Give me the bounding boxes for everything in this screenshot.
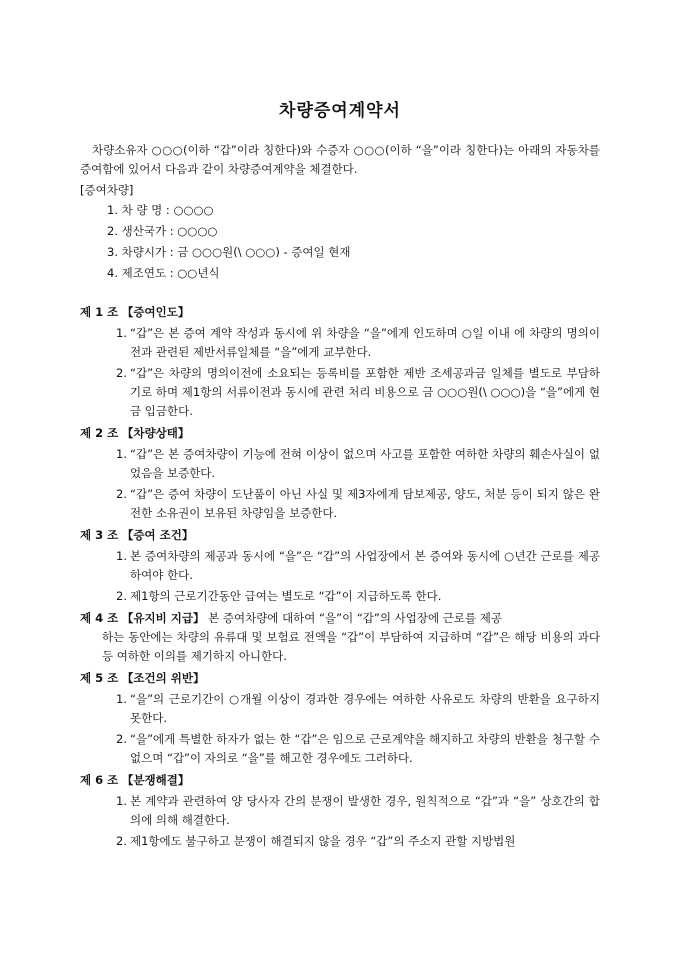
article-6-title: 【분쟁해결】 <box>121 773 190 787</box>
item-text: “갑”은 본 증여차량이 기능에 전혀 이상이 없으며 사고를 포함한 여하한 차량의 훼손사실이 없었음을 보증한다. <box>130 447 600 480</box>
article-3-title: 【증여 조건】 <box>121 528 194 542</box>
item-text: “을”에게 특별한 하자가 없는 한 “갑”은 임으로 근로계약을 해지하고 차량의 반환을 청구할 수 없으며 “갑”이 자의로 “을”를 해고한 경우에도 그러하다. <box>130 732 600 765</box>
article-3-item-1 <box>80 547 600 585</box>
item-number: 2. <box>116 834 127 848</box>
item-number: 1. <box>116 326 127 340</box>
article-4 <box>80 609 600 666</box>
article-4-body-rest: 하는 동안에는 차량의 유류대 및 보험료 전액을 “갑”이 부담하여 지급하며 “갑”은 해당 비용의 과다 등 여하한 이의를 제기하지 아니한다. <box>102 630 600 663</box>
vehicle-section-label: [증여차량] <box>80 183 134 197</box>
article-1-number: 제 1 조 <box>80 305 119 319</box>
item-text: “갑”은 본 증여 계약 작성과 동시에 위 차량을 “을”에게 인도하며 ○일 이내 에 차량의 명의이전과 관련된 제반서류일체를 “을”에게 교부한다. <box>130 326 600 359</box>
article-1-title: 【증여인도】 <box>121 305 190 319</box>
item-number: 1. <box>116 692 127 706</box>
item-number: 1. <box>116 549 127 563</box>
article-1-item-1 <box>80 324 600 362</box>
item-number: 2. <box>116 366 127 380</box>
article-2-item-2 <box>80 485 600 523</box>
item-number: 2. <box>116 589 127 603</box>
articles <box>80 300 600 851</box>
article-6-item-1 <box>80 792 600 830</box>
intro-paragraph: 차량소유자 ○○○(이하 “갑”이라 칭한다)와 수증자 ○○○(이하 “을”이라 칭한다)는 아래의 자동차를 증여함에 있어서 다음과 같이 차량증여계약을 체결한다. <box>80 143 600 176</box>
article-5-title: 【조건의 위반】 <box>121 671 205 685</box>
item-text: “을”의 근로기간이 ○개월 이상이 경과한 경우에는 여하한 사유로도 차량의 반환을 요구하지 못한다. <box>130 692 600 725</box>
item-text: 제1항의 근로기간동안 급여는 별도로 “갑”이 지급하도록 한다. <box>130 589 442 603</box>
article-1-item-2 <box>80 364 600 421</box>
vehicle-item-price: 3. 차량시가 : 금 ○○○원(\ ○○○) - 증여일 현재 <box>107 245 351 259</box>
article-3-heading <box>80 526 600 545</box>
article-5-item-2 <box>80 730 600 768</box>
article-1-heading <box>80 303 600 322</box>
article-2-heading <box>80 424 600 443</box>
item-number: 1. <box>116 794 127 808</box>
article-5-item-1 <box>80 690 600 728</box>
article-5-number: 제 5 조 <box>80 671 119 685</box>
article-4-title: 【유지비 지급】 <box>121 611 205 625</box>
article-6-item-2 <box>80 832 600 851</box>
item-text: “갑”은 증여 차량이 도난품이 아닌 사실 및 제3자에게 담보제공, 양도, 처분 등이 되지 않은 완전한 소유권이 보유된 차량임을 보증한다. <box>130 487 600 520</box>
item-number: 2. <box>116 487 127 501</box>
article-4-number: 제 4 조 <box>80 611 119 625</box>
item-text: 제1항에도 불구하고 분쟁이 해결되지 않을 경우 “갑”의 주소지 관할 지방법원 <box>130 834 516 848</box>
article-3-item-2 <box>80 587 600 606</box>
article-2-title: 【차량상태】 <box>121 426 190 440</box>
vehicle-item-country: 2. 생산국가 : ○○○○ <box>107 224 218 238</box>
article-2-number: 제 2 조 <box>80 426 119 440</box>
article-6-heading <box>80 771 600 790</box>
article-4-body-first: 본 증여차량에 대하여 “을”이 “갑”의 사업장에 근로를 제공 <box>208 611 502 625</box>
vehicle-list <box>107 200 351 284</box>
article-3-number: 제 3 조 <box>80 528 119 542</box>
item-number: 2. <box>116 732 127 746</box>
item-number: 1. <box>116 447 127 461</box>
document-title: 차량증여계약서 <box>279 101 401 121</box>
item-text: 본 계약과 관련하여 양 당사자 간의 분쟁이 발생한 경우, 원칙적으로 “갑”과 “을” 상호간의 합의에 의해 해결한다. <box>130 794 600 827</box>
vehicle-item-year: 4. 제조연도 : ○○년식 <box>107 266 220 280</box>
article-6-number: 제 6 조 <box>80 773 119 787</box>
vehicle-item-name: 1. 차 량 명 : ○○○○ <box>107 203 214 217</box>
article-2-item-1 <box>80 445 600 483</box>
item-text: 본 증여차량의 제공과 동시에 “을”은 “갑”의 사업장에서 본 증여와 동시에 ○년간 근로를 제공하여야 한다. <box>130 549 600 582</box>
item-text: “갑”은 차량의 명의이전에 소요되는 등록비를 포함한 제반 조세공과금 일체를 별도로 부담하기로 하며 제1항의 서류이전과 동시에 관련 처리 비용으로 금 ○○○원(\ ○○○)을 “을”에게 현금 입금한다. <box>130 366 600 418</box>
article-5-heading <box>80 669 600 688</box>
